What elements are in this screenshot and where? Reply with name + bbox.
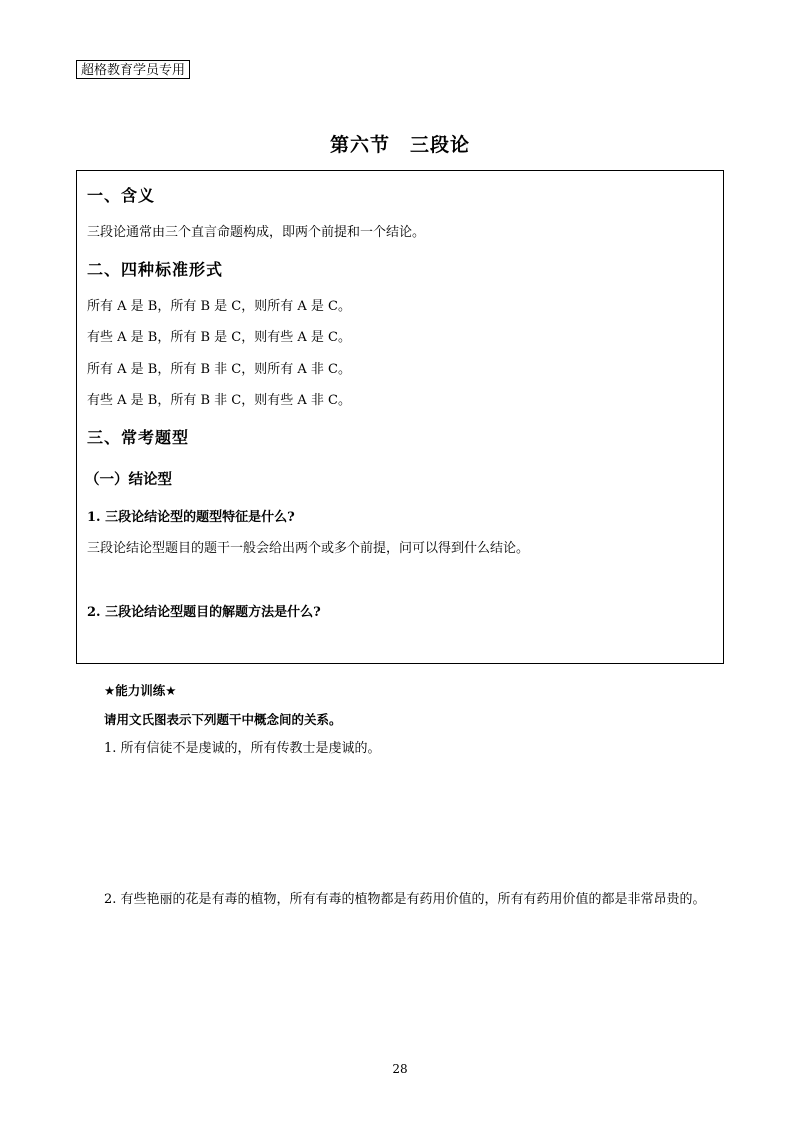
section-heading-types: 三、常考题型 (87, 428, 190, 447)
form-line: 所有 A 是 B，所有 B 是 C，则所有 A 是 C。 (87, 299, 351, 314)
subsection-conclusion-type: （一）结论型 (85, 471, 172, 488)
answer-1: 三段论结论型题目的题干一般会给出两个或多个前提，问可以得到什么结论。 (87, 541, 530, 556)
question-2: 2. 三段论结论型题目的解题方法是什么? (87, 605, 321, 620)
page-title: 第六节 三段论 (329, 134, 470, 156)
exercise-title: ★能力训练★ (104, 683, 177, 698)
exercise-item: 1. 所有信徒不是虔诚的，所有传教士是虔诚的。 (104, 741, 381, 756)
section-heading-meaning: 一、含义 (87, 186, 156, 205)
meaning-text: 三段论通常由三个直言命题构成，即两个前提和一个结论。 (87, 225, 426, 240)
exercise-item: 2. 有些艳丽的花是有毒的植物，所有有毒的植物都是有药用价值的，所有有药用价值的都是非常昂贵的。 (104, 892, 706, 907)
exercise-instruction: 请用文氏图表示下列题干中概念间的关系。 (104, 712, 342, 727)
page-number: 28 (392, 1062, 408, 1076)
section-heading-forms: 二、四种标准形式 (87, 260, 224, 279)
brand-label: 超格教育学员专用 (76, 60, 190, 79)
form-line: 有些 A 是 B，所有 B 非 C，则有些 A 非 C。 (87, 393, 351, 408)
question-1: 1. 三段论结论型的题型特征是什么? (87, 510, 295, 525)
content-box (76, 170, 724, 664)
form-line: 有些 A 是 B，所有 B 是 C，则有些 A 是 C。 (87, 330, 351, 345)
form-line: 所有 A 是 B，所有 B 非 C，则所有 A 非 C。 (87, 362, 351, 377)
